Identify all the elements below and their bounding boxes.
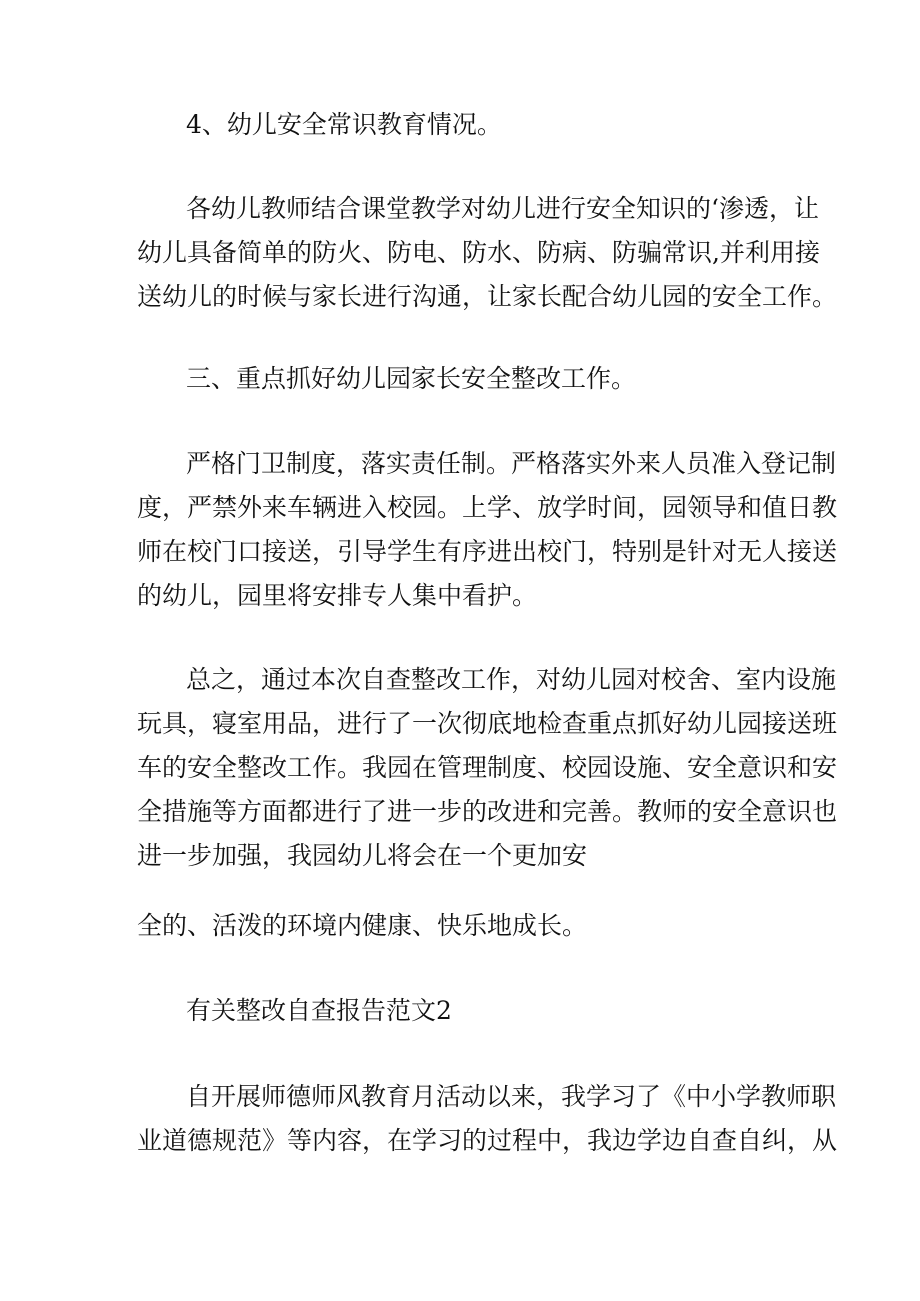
- section-heading-three: 三、重点抓好幼儿园家长安全整改工作。: [186, 364, 637, 393]
- paragraph-line: 严格门卫制度，落实责任制。严格落实外来人员准入登记制: [186, 449, 837, 478]
- paragraph-line: 车的安全整改工作。我园在管理制度、校园设施、安全意识和安: [137, 753, 838, 782]
- section-title-sample-2: 有关整改自查报告范文2: [186, 996, 452, 1025]
- paragraph-line: 度，严禁外来车辆进入校园。上学、放学时间，园领导和值日教: [137, 493, 838, 522]
- paragraph-line: 自开展师德师风教育月活动以来，我学习了《中小学教师职: [186, 1082, 837, 1111]
- paragraph-line: 总之，通过本次自查整改工作，对幼儿园对校舍、室内设施: [186, 665, 837, 694]
- paragraph-line: 进一步加强，我园幼儿将会在一个更加安: [137, 841, 588, 870]
- paragraph-line: 全措施等方面都进行了进一步的改进和完善。教师的安全意识也: [137, 797, 838, 826]
- paragraph-line: 送幼儿的时候与家长进行沟通，让家长配合幼儿园的安全工作。: [137, 282, 838, 311]
- paragraph-line: 幼儿具备简单的防火、防电、防水、防病、防骗常识,并利用接: [137, 238, 820, 267]
- paragraph-line: 师在校门口接送，引导学生有序进出校门，特别是针对无人接送: [137, 537, 838, 566]
- paragraph-line: 全的、活泼的环境内健康、快乐地成长。: [137, 911, 588, 940]
- paragraph-line: 各幼儿教师结合课堂教学对幼儿进行安全知识的‘渗透，让: [186, 194, 819, 223]
- paragraph-line: 玩具，寝室用品，进行了一次彻底地检查重点抓好幼儿园接送班: [137, 709, 838, 738]
- item-heading-safety-education: 4、幼儿安全常识教育情况。: [186, 110, 502, 139]
- paragraph-line: 业道德规范》等内容，在学习的过程中，我边学边自查自纠，从: [137, 1126, 838, 1155]
- paragraph-line: 的幼儿，园里将安排专人集中看护。: [137, 581, 538, 610]
